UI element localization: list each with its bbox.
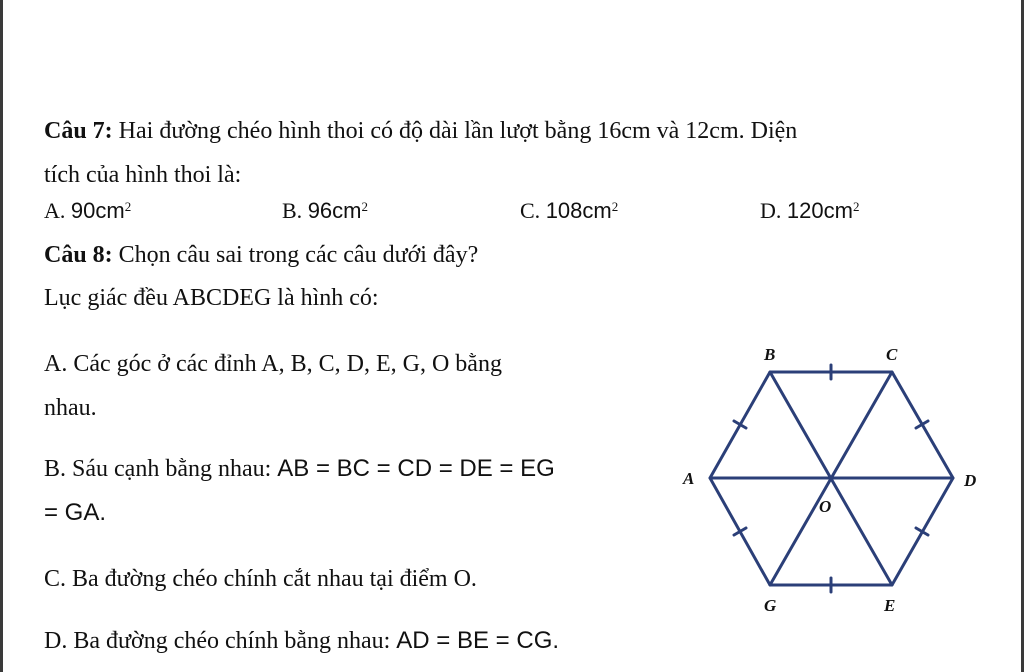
- q7-option-a-letter: A.: [44, 198, 66, 223]
- q7-option-d-value: 120cm: [786, 198, 853, 223]
- label-a: A: [683, 469, 695, 488]
- q7-option-a: [44, 196, 131, 226]
- q8-option-d-prefix: D. Ba đường chéo chính bằng nhau:: [44, 628, 397, 654]
- q8-option-b-math: AB = BC = CD = DE = EG: [277, 455, 555, 482]
- label-o: O: [819, 497, 832, 516]
- q8-option-b-prefix: B. Sáu cạnh bằng nhau:: [44, 456, 278, 482]
- label-e: E: [884, 596, 896, 615]
- q8-option-b-line1: [44, 454, 555, 484]
- q7-option-a-value: 90cm: [70, 198, 125, 223]
- label-g: G: [764, 596, 777, 615]
- q7-option-b-letter: B.: [282, 198, 303, 223]
- q7-option-a-exp: 2: [124, 199, 132, 214]
- q7-option-d-letter: D.: [760, 198, 782, 223]
- q8-option-c: C. Ba đường chéo chính cắt nhau tại điểm O.: [44, 566, 477, 592]
- q7-option-b-exp: 2: [361, 199, 368, 214]
- q8-option-d-math: AD = BE = CG.: [396, 627, 560, 654]
- q8-intro: Lục giác đều ABCDEG là hình có:: [44, 285, 379, 311]
- q7-option-b: [282, 196, 368, 226]
- q8-label: Câu 8:: [44, 242, 113, 268]
- label-d: D: [964, 471, 977, 490]
- q7-option-d-exp: 2: [852, 199, 860, 214]
- label-b: B: [764, 345, 776, 364]
- q7-text-line1: Hai đường chéo hình thoi có độ dài lần lượt bằng 16cm và 12cm. Diện: [112, 118, 798, 144]
- label-c: C: [886, 345, 898, 364]
- left-border: [0, 0, 3, 672]
- q8-line1: [44, 240, 478, 270]
- q7-option-c: [520, 196, 618, 226]
- q7-line2: tích của hình thoi là:: [44, 162, 242, 188]
- q8-option-d: [44, 626, 559, 656]
- q7-option-d: [760, 196, 859, 226]
- q7-option-c-exp: 2: [611, 199, 619, 214]
- q7-option-c-letter: C.: [520, 198, 541, 223]
- hexagon-figure: [660, 330, 1000, 620]
- q8-option-b-line2: = GA.: [44, 499, 107, 526]
- q7-option-b-value: 96cm: [307, 198, 362, 223]
- q7-label: Câu 7:: [44, 118, 113, 144]
- q8-option-a-line1: A. Các góc ở các đỉnh A, B, C, D, E, G, O bằng: [44, 351, 502, 377]
- q7-option-c-value: 108cm: [545, 198, 612, 223]
- q7-line1: [44, 116, 797, 146]
- q8-option-a-line2: nhau.: [44, 395, 97, 421]
- q8-text: Chọn câu sai trong các câu dưới đây?: [112, 242, 479, 268]
